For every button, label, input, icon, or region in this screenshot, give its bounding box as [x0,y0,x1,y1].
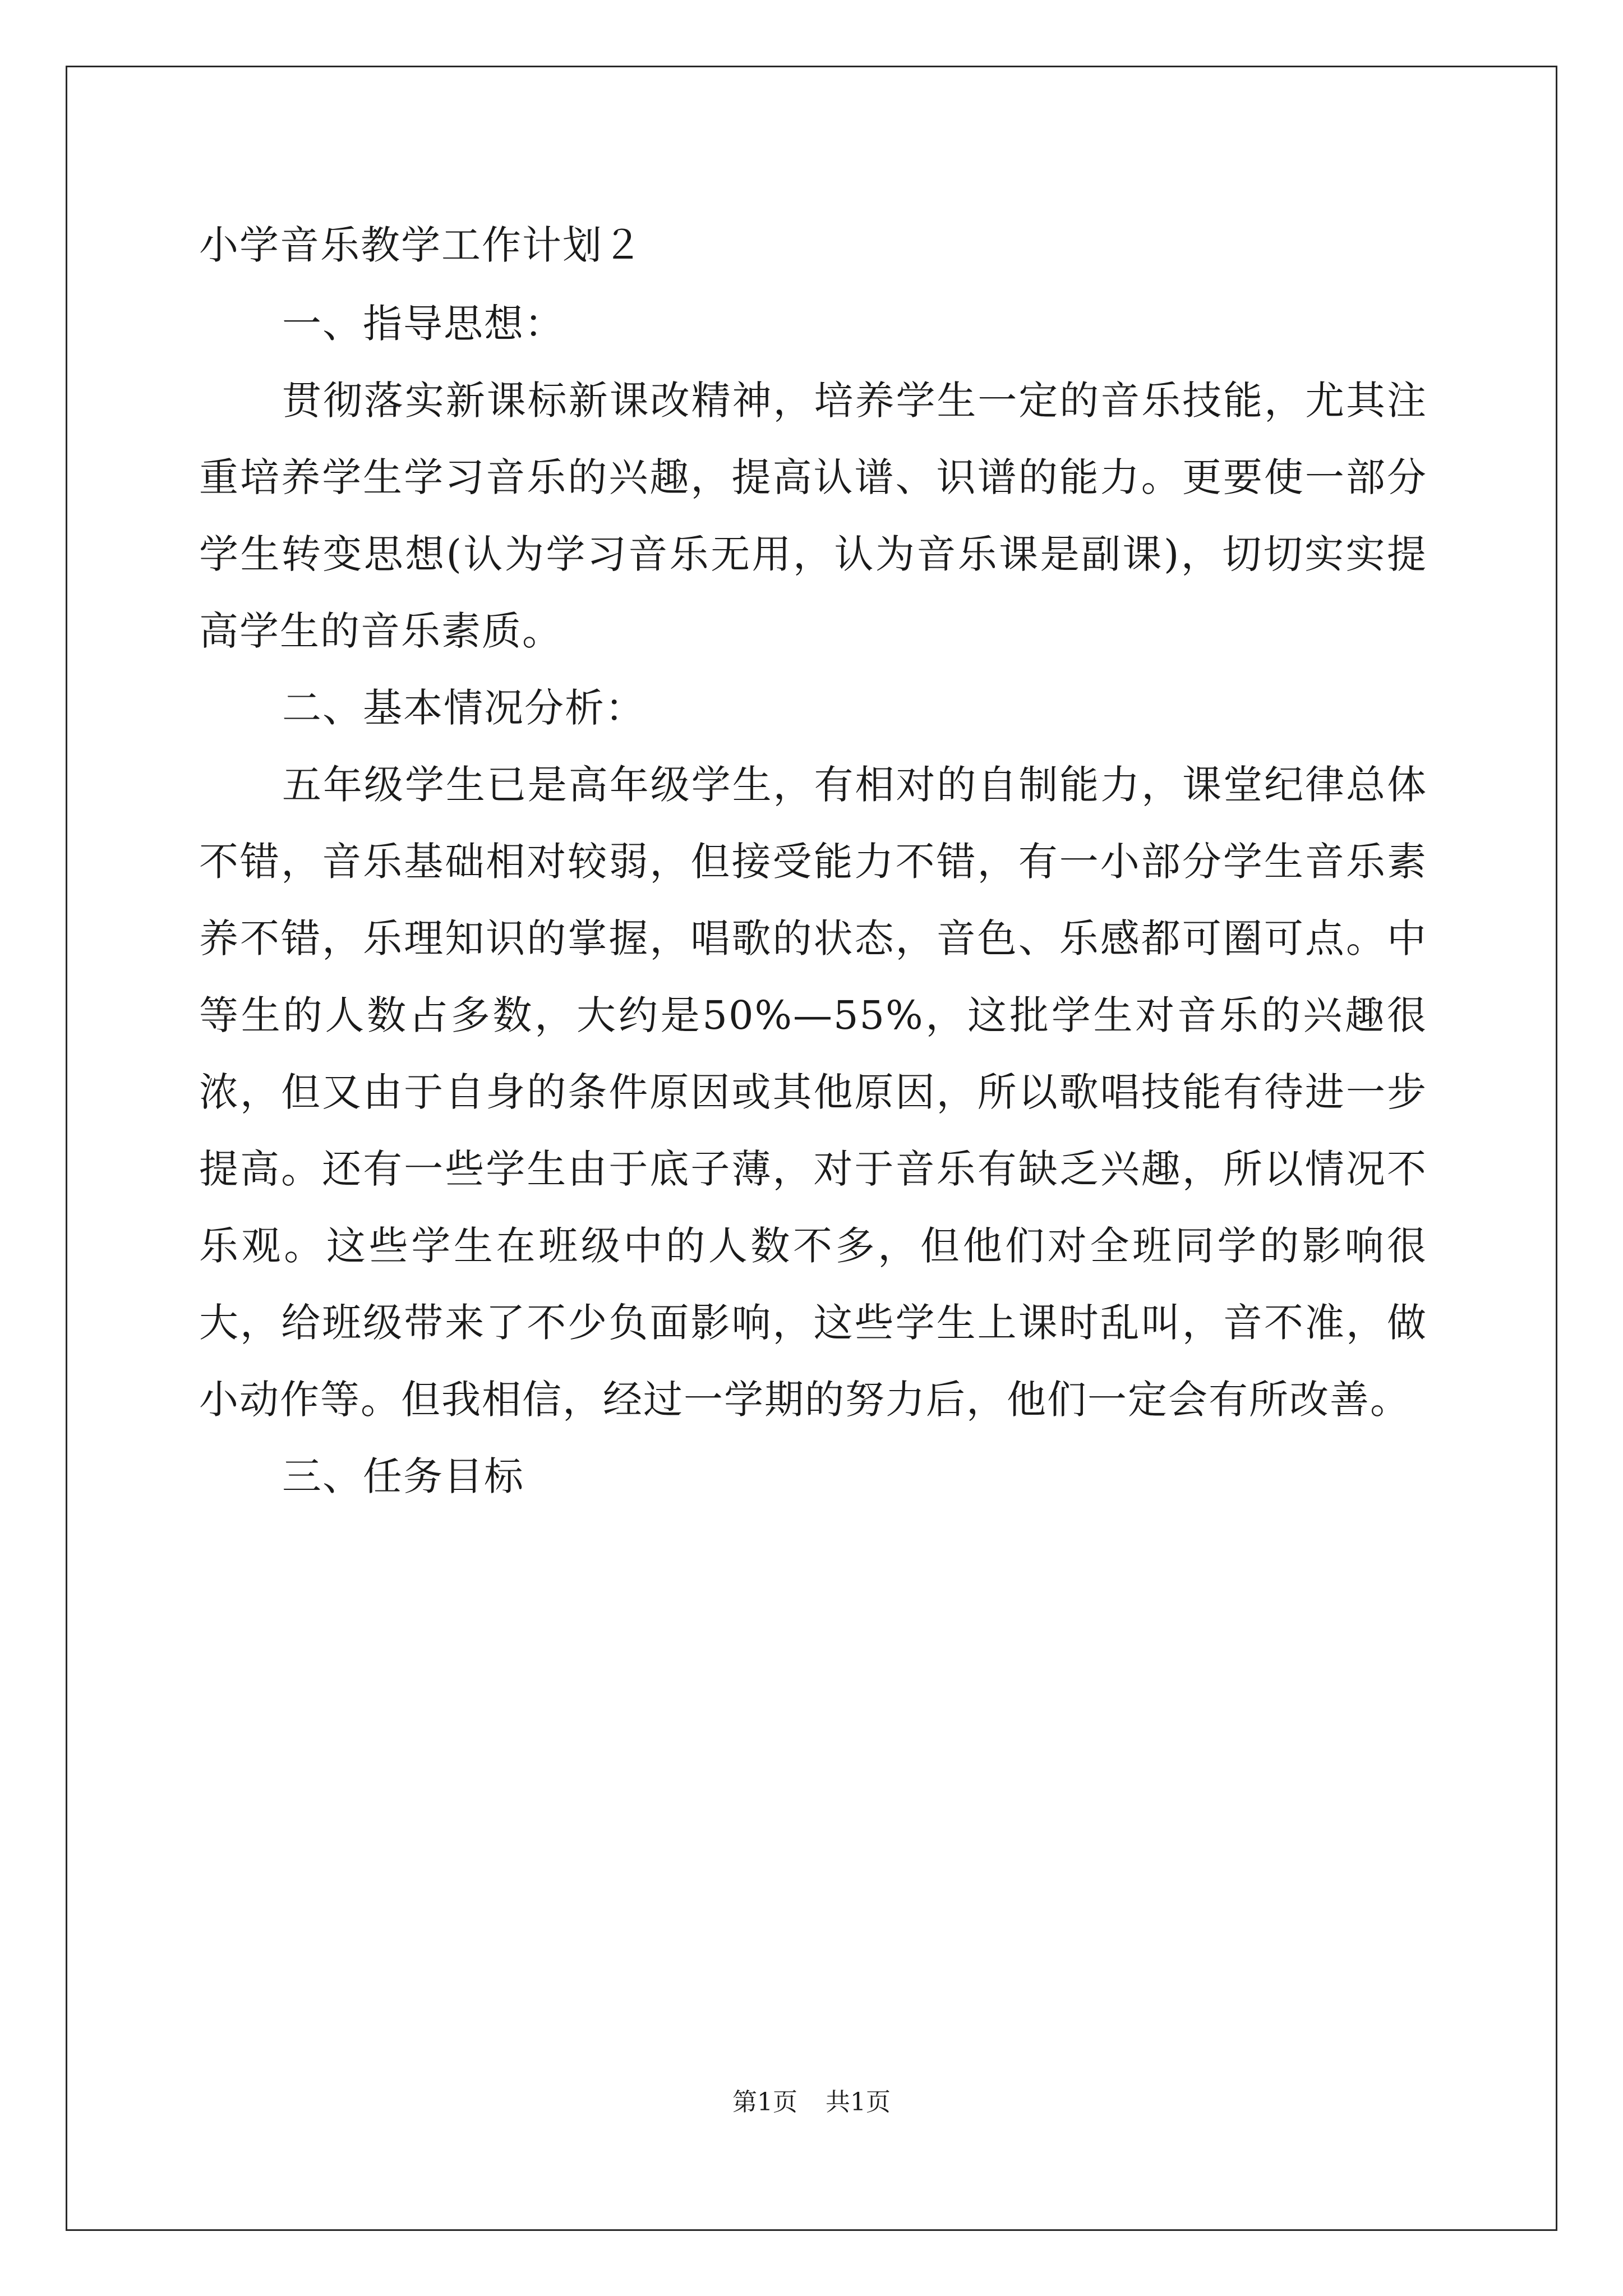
document-body [199,210,1427,1515]
section-paragraph-guiding-ideology: 贯彻落实新课标新课改精神，培养学生一定的音乐技能，尤其注重培养学生学习音乐的兴趣，提高认谱、识谱的能力。更要使一部分学生转变思想(认为学习音乐无用，认为音乐课是副课)，切切实实提高学生的音乐素质。 [199,378,1427,654]
page-number: 第1页 [732,2088,797,2116]
section-heading-situation-analysis: 二、基本情况分析： [282,685,645,731]
page-total: 共1页 [826,2088,891,2116]
page-footer [0,2086,1623,2119]
document-title: 小学音乐教学工作计划２ [199,222,643,268]
section-paragraph-situation-analysis: 五年级学生已是高年级学生，有相对的自制能力，课堂纪律总体不错，音乐基础相对较弱，但接受能力不错，有一小部分学生音乐素养不错，乐理知识的掌握，唱歌的状态，音色、乐感都可圈可点。中等生的人数占多数，大约是50%—55%，这批学生对音乐的兴趣很浓，但又由于自身的条件原因或其他原因，所以歌唱技能有待进一步提高。还有一些学生由于底子薄，对于音乐有缺乏兴趣，所以情况不乐观。这些学生在班级中的人数不多，但他们对全班同学的影响很大，给班级带来了不少负面影响，这些学生上课时乱叫，音不准，做小动作等。但我相信，经过一学期的努力后，他们一定会有所改善。 [199,762,1427,1423]
section-heading-guiding-ideology: 一、指导思想： [282,301,565,347]
section-heading-task-goals: 三、任务目标 [282,1453,524,1499]
